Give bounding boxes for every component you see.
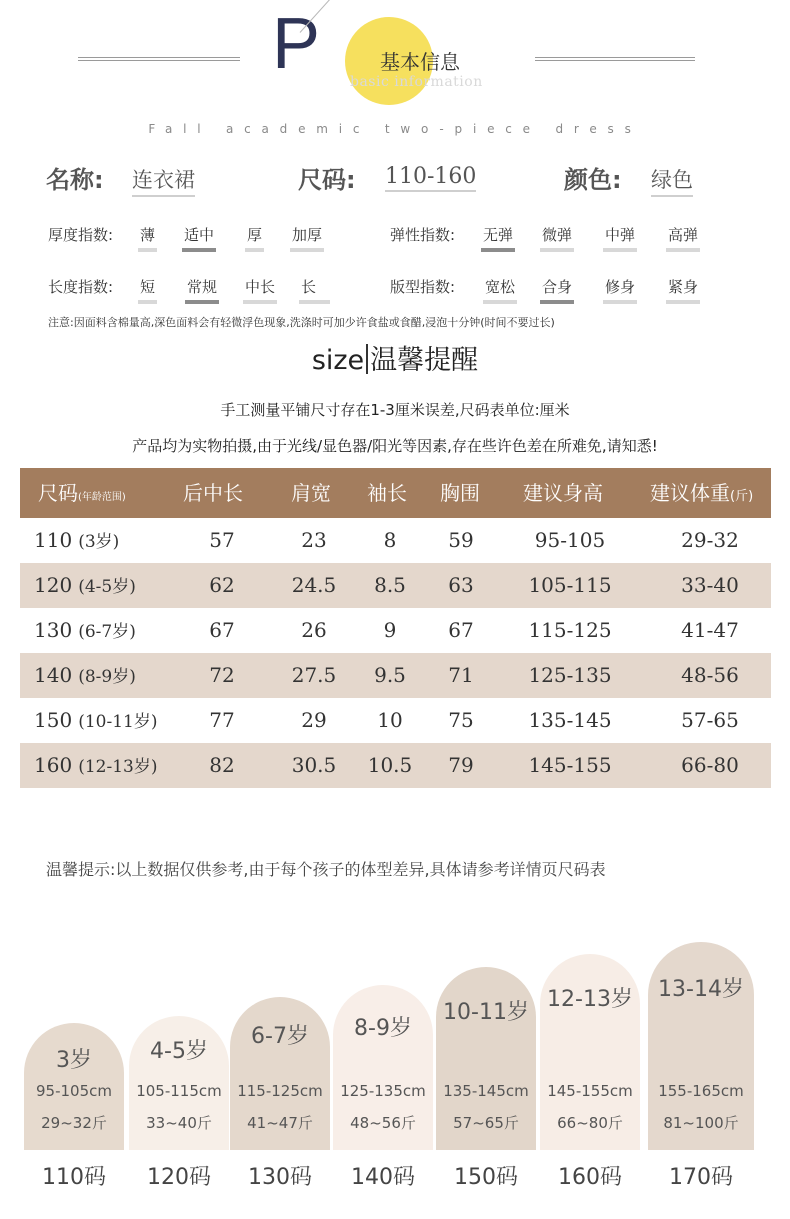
cell-back-length: 62 xyxy=(209,573,235,597)
cell-height: 145-155 xyxy=(528,753,612,777)
cell-height: 105-115 xyxy=(528,573,612,597)
color-label: 颜色: xyxy=(564,166,622,194)
cell-size xyxy=(34,518,119,563)
cell-back-length: 72 xyxy=(209,663,235,687)
cell-sleeve: 9 xyxy=(383,618,397,642)
fit-option: 紧身 xyxy=(666,276,700,304)
size-arch xyxy=(333,985,433,1150)
cell-shoulder: 24.5 xyxy=(291,573,337,597)
elasticity-option: 中弹 xyxy=(603,224,637,252)
title-divider xyxy=(366,344,368,374)
length-option-selected: 常规 xyxy=(185,276,219,304)
arch-height-range: 95-105cm xyxy=(36,1082,112,1100)
thickness-option-selected: 适中 xyxy=(182,224,216,252)
arch-age: 13-14岁 xyxy=(658,977,744,1002)
length-label: 长度指数: xyxy=(48,278,114,296)
cell-sleeve: 10 xyxy=(377,708,403,732)
header-back-length: 后中长 xyxy=(183,481,243,505)
arch-weight-range: 81~100斤 xyxy=(663,1114,739,1132)
cell-height: 125-135 xyxy=(528,663,612,687)
cell-back-length: 57 xyxy=(209,528,235,552)
age-range: (6-7岁) xyxy=(78,622,136,642)
size-number: 130 xyxy=(34,618,73,642)
size-code: 170码 xyxy=(669,1165,733,1190)
section-title-en: basic information xyxy=(350,74,483,90)
arch-age: 3岁 xyxy=(56,1048,92,1073)
arch-age: 4-5岁 xyxy=(150,1039,208,1064)
length-option: 中长 xyxy=(243,276,277,304)
cell-chest: 59 xyxy=(448,528,474,552)
cell-weight: 29-32 xyxy=(681,528,739,552)
arch-weight-range: 41~47斤 xyxy=(247,1114,313,1132)
age-range: (10-11岁) xyxy=(78,712,158,732)
size-code: 140码 xyxy=(351,1165,415,1190)
elasticity-option: 微弹 xyxy=(540,224,574,252)
table-row xyxy=(20,608,771,653)
table-row xyxy=(20,518,771,563)
cell-height: 115-125 xyxy=(528,618,612,642)
cell-chest: 71 xyxy=(448,663,474,687)
color-hint: 产品均为实物拍摄,由于光线/显色器/阳光等因素,存在些许色差在所难免,请知悉! xyxy=(132,437,658,455)
arch-age: 8-9岁 xyxy=(354,1016,412,1041)
cell-weight: 48-56 xyxy=(681,663,739,687)
cell-chest: 75 xyxy=(448,708,474,732)
table-row xyxy=(20,563,771,608)
cell-weight: 66-80 xyxy=(681,753,739,777)
length-option: 长 xyxy=(299,276,330,304)
arch-age: 10-11岁 xyxy=(443,1000,529,1025)
fit-option-selected: 合身 xyxy=(540,276,574,304)
cell-weight: 33-40 xyxy=(681,573,739,597)
header-size-note: (年龄范围) xyxy=(78,492,126,503)
arch-weight-range: 29~32斤 xyxy=(41,1114,107,1132)
header-line-left xyxy=(78,57,240,61)
color-value: 绿色 xyxy=(651,164,693,197)
header-sleeve: 袖长 xyxy=(367,481,407,505)
thickness-option: 加厚 xyxy=(290,224,324,252)
age-range: (3岁) xyxy=(78,532,120,552)
arch-height-range: 135-145cm xyxy=(443,1082,529,1100)
fit-option: 修身 xyxy=(603,276,637,304)
arch-height-range: 145-155cm xyxy=(547,1082,633,1100)
measure-hint: 手工测量平铺尺寸存在1-3厘米误差,尺码表单位:厘米 xyxy=(220,401,570,419)
cell-shoulder: 26 xyxy=(301,618,327,642)
arch-weight-range: 66~80斤 xyxy=(557,1114,623,1132)
size-number: 160 xyxy=(34,753,73,777)
header-weight xyxy=(650,468,753,518)
fit-label: 版型指数: xyxy=(390,278,456,296)
size-number: 120 xyxy=(34,573,73,597)
header-weight-unit: (斤) xyxy=(730,489,754,504)
size-code: 120码 xyxy=(147,1165,211,1190)
header-weight-text: 建议体重 xyxy=(650,481,730,505)
age-range: (4-5岁) xyxy=(78,577,136,597)
cell-shoulder: 29 xyxy=(301,708,327,732)
size-reminder-title xyxy=(0,338,790,377)
size-code: 150码 xyxy=(454,1165,518,1190)
age-range: (12-13岁) xyxy=(78,757,158,777)
header-size xyxy=(38,468,126,518)
elasticity-label: 弹性指数: xyxy=(390,226,456,244)
cell-chest: 63 xyxy=(448,573,474,597)
cell-sleeve: 9.5 xyxy=(374,663,406,687)
arch-age: 6-7岁 xyxy=(251,1024,309,1049)
size-number: 110 xyxy=(34,528,73,552)
arch-height-range: 115-125cm xyxy=(237,1082,323,1100)
cell-back-length: 77 xyxy=(209,708,235,732)
logo-letter: P xyxy=(272,4,321,84)
size-arch xyxy=(436,967,536,1150)
cell-chest: 67 xyxy=(448,618,474,642)
table-row xyxy=(20,653,771,698)
size-code: 110码 xyxy=(42,1165,106,1190)
size-arch xyxy=(129,1016,229,1150)
thickness-label: 厚度指数: xyxy=(48,226,114,244)
cell-sleeve: 8 xyxy=(383,528,397,552)
cell-size xyxy=(34,608,136,653)
header-chest: 胸围 xyxy=(440,481,480,505)
arch-height-range: 125-135cm xyxy=(340,1082,426,1100)
cell-chest: 79 xyxy=(448,753,474,777)
name-value: 连衣裙 xyxy=(132,164,195,197)
size-title-en: size xyxy=(311,345,365,376)
table-header xyxy=(20,468,771,518)
size-code: 160码 xyxy=(558,1165,622,1190)
size-tip: 温馨提示:以上数据仅供参考,由于每个孩子的体型差异,具体请参考详情页尺码表 xyxy=(46,860,606,879)
care-note: 注意:因面料含棉量高,深色面料会有轻微浮色现象,洗涤时可加少许食盐或食醋,浸泡十分钟(时间不要过长) xyxy=(48,316,555,329)
size-arch xyxy=(540,954,640,1150)
size-table xyxy=(20,468,771,788)
thickness-option: 薄 xyxy=(138,224,157,252)
table-row xyxy=(20,743,771,788)
cell-size xyxy=(34,743,157,788)
arch-age: 12-13岁 xyxy=(547,987,633,1012)
cell-size xyxy=(34,653,136,698)
header-line-right xyxy=(535,57,695,61)
cell-weight: 41-47 xyxy=(681,618,739,642)
arch-weight-range: 33~40斤 xyxy=(146,1114,212,1132)
table-row xyxy=(20,698,771,743)
size-code: 130码 xyxy=(248,1165,312,1190)
product-subtitle: Fall academic two-piece dress xyxy=(148,122,642,136)
cell-shoulder: 30.5 xyxy=(291,753,337,777)
size-label: 尺码: xyxy=(298,166,356,194)
length-option: 短 xyxy=(138,276,157,304)
header-shoulder: 肩宽 xyxy=(291,481,331,505)
arch-weight-range: 48~56斤 xyxy=(350,1114,416,1132)
cell-size xyxy=(34,563,136,608)
size-title-cn: 温馨提醒 xyxy=(370,345,479,376)
cell-size xyxy=(34,698,157,743)
name-label: 名称: xyxy=(46,166,104,194)
header-height: 建议身高 xyxy=(523,481,603,505)
elasticity-option-selected: 无弹 xyxy=(481,224,515,252)
size-number: 150 xyxy=(34,708,73,732)
size-value: 110-160 xyxy=(385,164,476,192)
age-range: (8-9岁) xyxy=(78,667,136,687)
thickness-option: 厚 xyxy=(245,224,264,252)
cell-height: 95-105 xyxy=(534,528,606,552)
cell-weight: 57-65 xyxy=(681,708,739,732)
elasticity-option: 高弹 xyxy=(666,224,700,252)
cell-shoulder: 27.5 xyxy=(291,663,337,687)
arch-weight-range: 57~65斤 xyxy=(453,1114,519,1132)
size-arch xyxy=(230,997,330,1150)
size-arch xyxy=(24,1023,124,1150)
cell-sleeve: 10.5 xyxy=(367,753,413,777)
section-title: 基本信息 xyxy=(380,50,460,74)
cell-shoulder: 23 xyxy=(301,528,327,552)
cell-sleeve: 8.5 xyxy=(374,573,406,597)
fit-option: 宽松 xyxy=(483,276,517,304)
header-size-text: 尺码 xyxy=(38,481,78,505)
size-number: 140 xyxy=(34,663,73,687)
cell-back-length: 67 xyxy=(209,618,235,642)
table-body xyxy=(20,518,771,788)
arch-height-range: 155-165cm xyxy=(658,1082,744,1100)
arch-height-range: 105-115cm xyxy=(136,1082,222,1100)
cell-height: 135-145 xyxy=(528,708,612,732)
size-arch xyxy=(648,942,754,1150)
cell-back-length: 82 xyxy=(209,753,235,777)
